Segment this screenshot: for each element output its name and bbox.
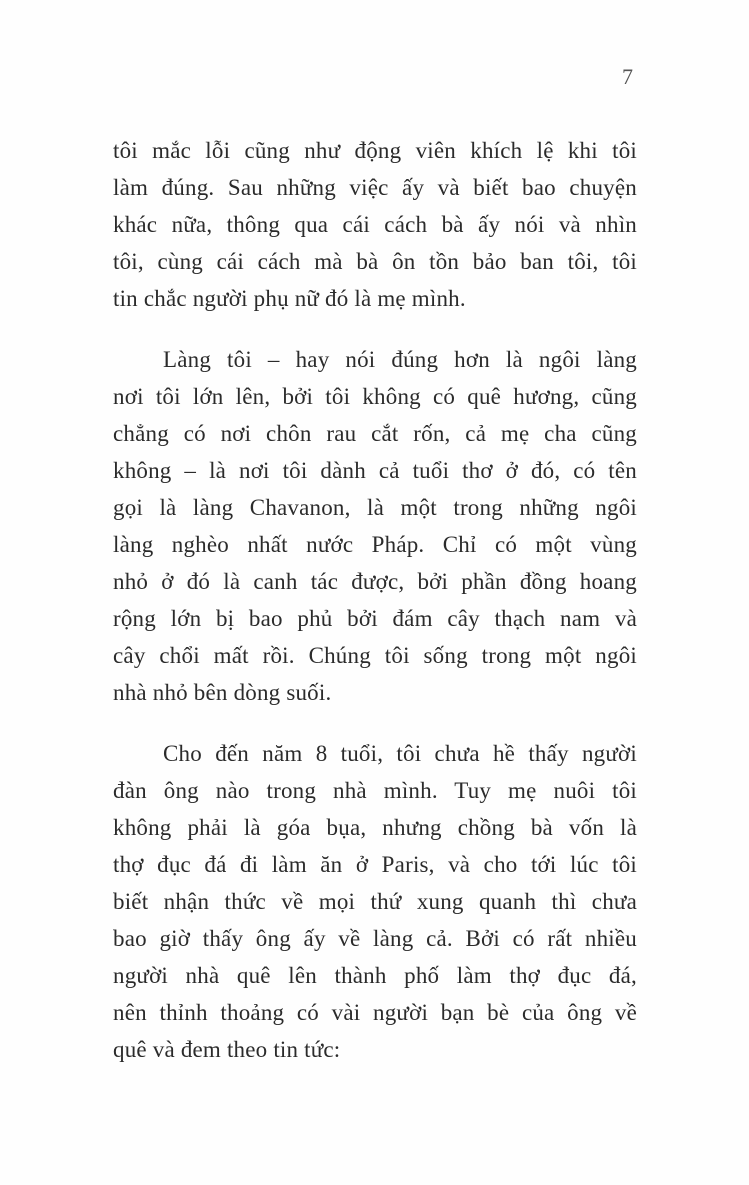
paragraph <box>113 341 637 711</box>
text-line: làng nghèo nhất nước Pháp. Chỉ có một vùng <box>113 532 637 557</box>
text-line: tôi, cùng cái cách mà bà ôn tồn bảo ban tôi, tôi <box>113 249 637 274</box>
text-line: nơi tôi lớn lên, bởi tôi không có quê hương, cũng <box>113 384 637 409</box>
text-line: bao giờ thấy ông ấy về làng cả. Bởi có rất nhiều <box>113 926 637 951</box>
text-line: Làng tôi – hay nói đúng hơn là ngôi làng <box>163 347 637 372</box>
paragraph <box>113 132 637 317</box>
text-line: thợ đục đá đi làm ăn ở Paris, và cho tới lúc tôi <box>113 852 637 877</box>
text-line: nhỏ ở đó là canh tác được, bởi phần đồng hoang <box>113 569 637 594</box>
paragraph <box>113 735 637 1068</box>
text-line: nhà nhỏ bên dòng suối. <box>113 680 332 705</box>
page-number: 7 <box>622 64 633 89</box>
text-line: quê và đem theo tin tức: <box>113 1037 341 1062</box>
text-line: nên thỉnh thoảng có vài người bạn bè của ông về <box>113 1000 637 1025</box>
text-line: Cho đến năm 8 tuổi, tôi chưa hề thấy người <box>163 741 637 766</box>
text-line: làm đúng. Sau những việc ấy và biết bao chuyện <box>113 175 637 200</box>
text-line: khác nữa, thông qua cái cách bà ấy nói và nhìn <box>113 212 637 237</box>
text-line: tôi mắc lỗi cũng như động viên khích lệ khi tôi <box>113 138 637 163</box>
text-line: biết nhận thức về mọi thứ xung quanh thì chưa <box>113 889 637 914</box>
text-line: chẳng có nơi chôn rau cắt rốn, cả mẹ cha cũng <box>113 421 637 446</box>
text-line: cây chổi mất rồi. Chúng tôi sống trong một ngôi <box>113 643 637 668</box>
page-body-text <box>113 132 637 1068</box>
text-line: người nhà quê lên thành phố làm thợ đục đá, <box>113 963 637 988</box>
text-line: không phải là góa bụa, nhưng chồng bà vốn là <box>113 815 637 840</box>
text-line: gọi là làng Chavanon, là một trong những ngôi <box>113 495 637 520</box>
text-line: rộng lớn bị bao phủ bởi đám cây thạch nam và <box>113 606 637 631</box>
text-line: tin chắc người phụ nữ đó là mẹ mình. <box>113 286 466 311</box>
text-line: đàn ông nào trong nhà mình. Tuy mẹ nuôi tôi <box>113 778 637 803</box>
text-line: không – là nơi tôi dành cả tuổi thơ ở đó, có tên <box>113 458 637 483</box>
